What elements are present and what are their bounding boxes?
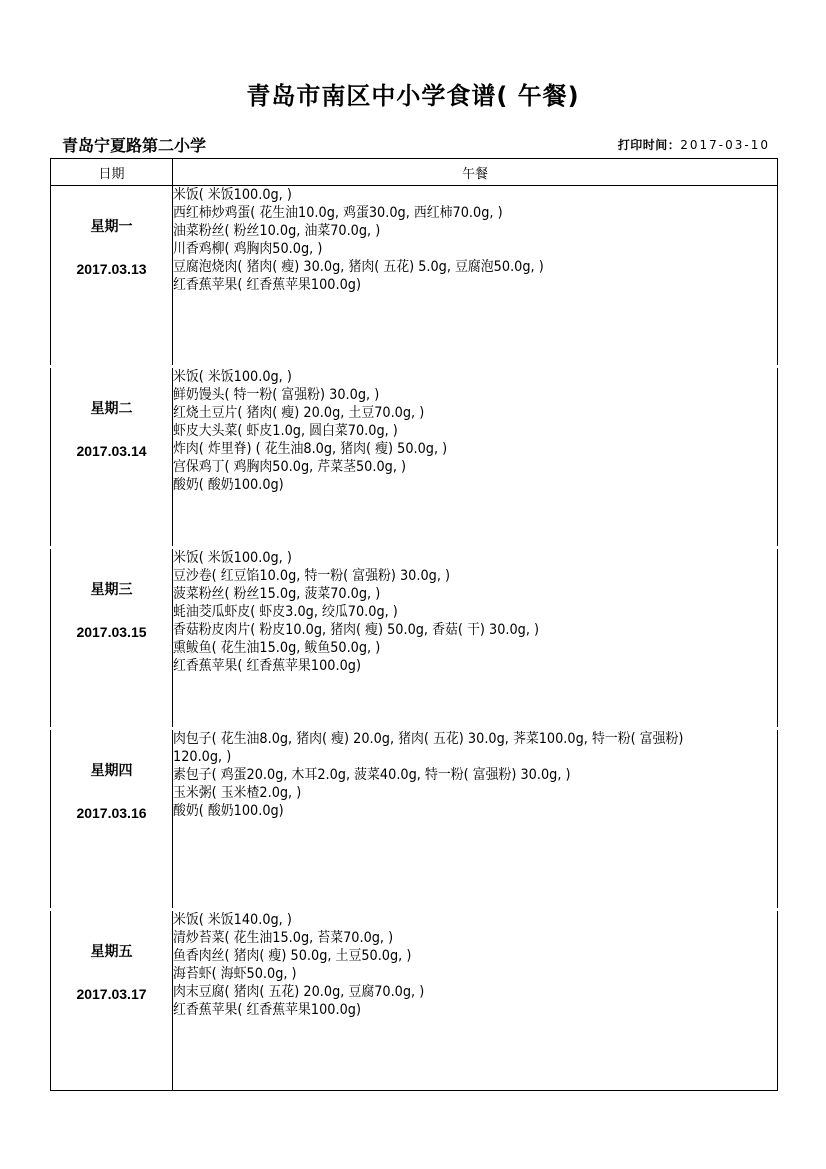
dish-item: 肉末豆腐( 猪肉( 五花) 20.0g, 豆腐70.0g, ) [173, 984, 425, 1000]
table-row [51, 910, 778, 1091]
weekday-label: 星期一 [90, 219, 133, 235]
dish-item: 玉米粥( 玉米楂2.0g, ) [173, 785, 302, 801]
date-cell [51, 729, 173, 910]
dish-item: 红香蕉苹果( 红香蕉苹果100.0g) [173, 277, 361, 293]
date-cell [51, 367, 173, 548]
dish-item: 素包子( 鸡蛋20.0g, 木耳2.0g, 菠菜40.0g, 特一粉( 富强粉) 30.0g, ) [173, 767, 571, 783]
dish-item: 熏鲅鱼( 花生油15.0g, 鲅鱼50.0g, ) [173, 640, 381, 656]
table-row [51, 729, 778, 910]
weekday-label: 星期五 [90, 944, 133, 960]
dish-item: 蚝油茭瓜虾皮( 虾皮3.0g, 绞瓜70.0g, ) [173, 604, 398, 620]
table-row [51, 367, 778, 548]
table-row [51, 548, 778, 729]
date-label: 2017.03.16 [76, 805, 147, 821]
print-time-value: 2017-03-10 [680, 138, 770, 152]
dish-item: 红香蕉苹果( 红香蕉苹果100.0g) [173, 658, 361, 674]
weekday-label: 星期三 [90, 582, 133, 598]
dish-item: 豆沙卷( 红豆馅10.0g, 特一粉( 富强粉) 30.0g, ) [173, 568, 451, 584]
date-cell [51, 186, 173, 367]
dish-item: 酸奶( 酸奶100.0g) [173, 803, 284, 819]
dish-item: 鱼香肉丝( 猪肉( 瘦) 50.0g, 土豆50.0g, ) [173, 948, 412, 964]
weekday-label: 星期二 [90, 401, 133, 417]
date-label: 2017.03.13 [76, 261, 147, 277]
dish-item: 红烧土豆片( 猪肉( 瘦) 20.0g, 土豆70.0g, ) [173, 405, 425, 421]
dish-item: 炸肉( 炸里脊) ( 花生油8.0g, 猪肉( 瘦) 50.0g, ) [173, 441, 448, 457]
date-cell [51, 548, 173, 729]
date-label: 2017.03.14 [76, 443, 147, 459]
date-label: 2017.03.17 [76, 986, 147, 1002]
date-label: 2017.03.15 [76, 624, 147, 640]
dish-item: 虾皮大头菜( 虾皮1.0g, 圆白菜70.0g, ) [173, 423, 398, 439]
dish-item: 菠菜粉丝( 粉丝15.0g, 菠菜70.0g, ) [173, 586, 381, 602]
dish-item: 香菇粉皮肉片( 粉皮10.0g, 猪肉( 瘦) 50.0g, 香菇( 干) 30.0g, ) [173, 622, 540, 638]
dish-item: 西红柿炒鸡蛋( 花生油10.0g, 鸡蛋30.0g, 西红柿70.0g, ) [173, 205, 503, 221]
dish-item: 米饭( 米饭100.0g, ) [173, 550, 292, 566]
table-row [51, 186, 778, 367]
lunch-cell [173, 729, 778, 910]
date-cell [51, 910, 173, 1091]
lunch-cell [173, 186, 778, 367]
page-title: 青岛市南区中小学食谱( 午餐) [246, 82, 580, 110]
dish-item: 肉包子( 花生油8.0g, 猪肉( 瘦) 20.0g, 猪肉( 五花) 30.0g, 荠菜100.0g, 特一粉( 富强粉) 120.0g, ) [173, 731, 684, 765]
dish-item: 清炒苔菜( 花生油15.0g, 苔菜70.0g, ) [173, 930, 394, 946]
header-lunch: 午餐 [173, 159, 778, 186]
school-name: 青岛宁夏路第二小学 [62, 136, 207, 155]
dish-item: 油菜粉丝( 粉丝10.0g, 油菜70.0g, ) [173, 223, 381, 239]
lunch-cell [173, 910, 778, 1091]
lunch-cell [173, 367, 778, 548]
menu-table [50, 158, 778, 1091]
lunch-cell [173, 548, 778, 729]
header-date: 日期 [51, 159, 173, 186]
dish-item: 米饭( 米饭140.0g, ) [173, 912, 292, 928]
dish-item: 鲜奶馒头( 特一粉( 富强粉) 30.0g, ) [173, 387, 380, 403]
print-time-label: 打印时间： [617, 138, 681, 152]
dish-item: 川香鸡柳( 鸡胸肉50.0g, ) [173, 241, 323, 257]
dish-item: 米饭( 米饭100.0g, ) [173, 369, 292, 385]
dish-item: 红香蕉苹果( 红香蕉苹果100.0g) [173, 1002, 361, 1018]
dish-item: 海苔虾( 海虾50.0g, ) [173, 966, 297, 982]
dish-item: 豆腐泡烧肉( 猪肉( 瘦) 30.0g, 猪肉( 五花) 5.0g, 豆腐泡50.0g, ) [173, 259, 544, 275]
dish-item: 米饭( 米饭100.0g, ) [173, 187, 292, 203]
print-time [618, 136, 770, 153]
menu-body [51, 186, 778, 1091]
dish-item: 宫保鸡丁( 鸡胸肉50.0g, 芹菜茎50.0g, ) [173, 459, 407, 475]
weekday-label: 星期四 [90, 763, 133, 779]
dish-item: 酸奶( 酸奶100.0g) [173, 477, 284, 493]
